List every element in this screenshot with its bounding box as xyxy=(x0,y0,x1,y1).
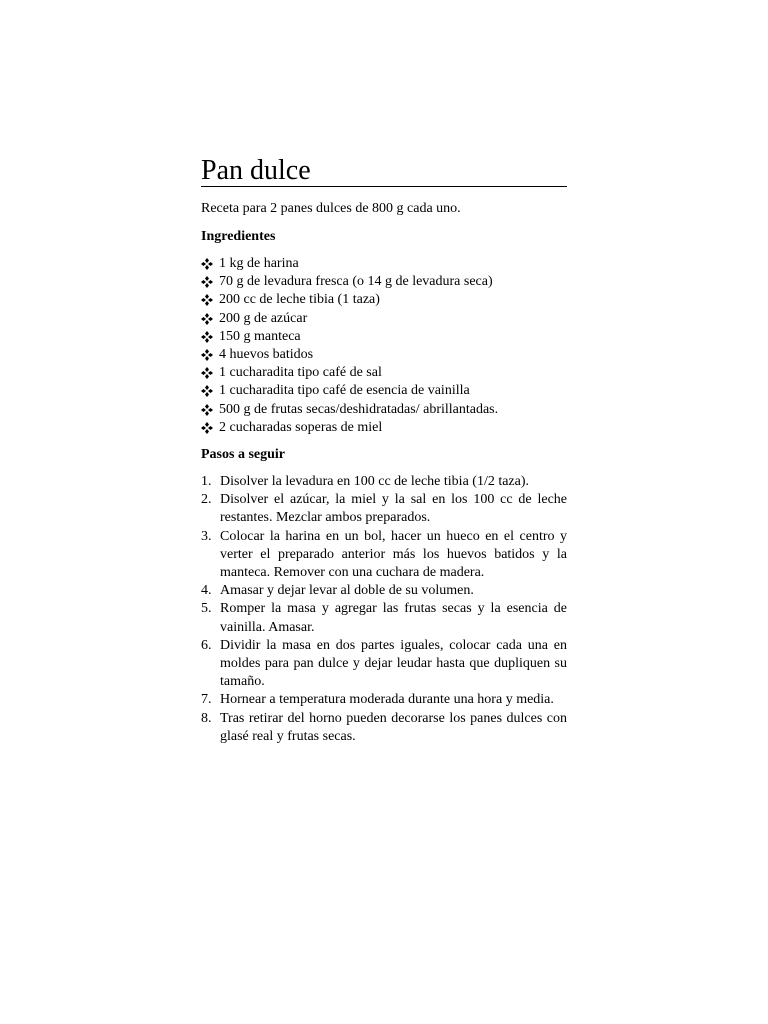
step-number: 6. xyxy=(201,637,212,653)
ingredient-item xyxy=(201,328,567,346)
ingredient-text: 70 g de levadura fresca (o 14 g de levadura seca) xyxy=(219,274,493,290)
step-text: Hornear a temperatura moderada durante una hora y media. xyxy=(220,692,554,708)
four-diamond-bullet-icon xyxy=(201,310,215,328)
four-diamond-bullet-icon xyxy=(201,291,215,309)
ingredient-text: 1 cucharadita tipo café de esencia de vainilla xyxy=(219,383,470,399)
ingredient-item xyxy=(201,401,567,419)
ingredients-list xyxy=(201,255,567,437)
step-number: 1. xyxy=(201,474,212,489)
step-text: Colocar la harina en un bol, hacer un hueco en el centro y verter el preparado anterior más los huevos batidos y la manteca. Remover con una cuchara de madera. xyxy=(220,528,567,581)
ingredient-text: 1 kg de harina xyxy=(219,256,299,271)
ingredient-text: 150 g manteca xyxy=(219,328,301,344)
ingredient-item xyxy=(201,382,567,400)
ingredient-text: 1 cucharadita tipo café de sal xyxy=(219,365,382,381)
step-number: 7. xyxy=(201,692,212,708)
step-text: Romper la masa y agregar las frutas secas y la esencia de vainilla. Amasar. xyxy=(220,601,567,635)
ingredient-item xyxy=(201,419,567,437)
step-number: 2. xyxy=(201,492,212,508)
step-text: Disolver la levadura en 100 cc de leche tibia (1/2 taza). xyxy=(220,474,530,489)
step-item xyxy=(201,691,567,709)
ingredient-text: 4 huevos batidos xyxy=(219,347,314,363)
ingredient-item xyxy=(201,273,567,291)
step-item xyxy=(201,600,567,636)
ingredient-text: 200 g de azúcar xyxy=(219,310,308,326)
step-text: Dividir la masa en dos partes iguales, colocar cada una en moldes para pan dulce y dejar leudar hasta que dupliquen su tamaño. xyxy=(220,637,567,690)
step-item xyxy=(201,582,567,600)
ingredient-item xyxy=(201,364,567,382)
step-item xyxy=(201,637,567,692)
four-diamond-bullet-icon xyxy=(201,255,215,273)
recipe-intro: Receta para 2 panes dulces de 800 g cada uno. xyxy=(201,201,461,216)
step-text: Amasar y dejar levar al doble de su volumen. xyxy=(220,583,474,599)
ingredient-text: 500 g de frutas secas/deshidratadas/ abrillantadas. xyxy=(219,401,499,417)
steps-list xyxy=(201,473,567,746)
four-diamond-bullet-icon xyxy=(201,401,215,419)
ingredient-item xyxy=(201,291,567,309)
step-item xyxy=(201,473,567,491)
step-text: Tras retirar del horno pueden decorarse los panes dulces con glasé real y frutas secas. xyxy=(220,710,567,744)
title-underline xyxy=(201,186,567,187)
ingredient-item xyxy=(201,310,567,328)
steps-heading: Pasos a seguir xyxy=(201,447,285,462)
four-diamond-bullet-icon xyxy=(201,364,215,382)
four-diamond-bullet-icon xyxy=(201,419,215,437)
step-text: Disolver el azúcar, la miel y la sal en los 100 cc de leche restantes. Mezclar ambos preparados. xyxy=(220,492,567,526)
ingredient-item xyxy=(201,255,567,273)
step-item xyxy=(201,491,567,527)
step-number: 3. xyxy=(201,528,212,544)
ingredients-heading: Ingredientes xyxy=(201,229,276,244)
step-item xyxy=(201,528,567,583)
four-diamond-bullet-icon xyxy=(201,273,215,291)
page-title: Pan dulce xyxy=(201,155,311,186)
step-item xyxy=(201,710,567,746)
four-diamond-bullet-icon xyxy=(201,346,215,364)
ingredient-item xyxy=(201,346,567,364)
ingredient-text: 2 cucharadas soperas de miel xyxy=(219,419,383,435)
step-number: 4. xyxy=(201,583,212,599)
step-number: 8. xyxy=(201,710,212,726)
four-diamond-bullet-icon xyxy=(201,382,215,400)
step-number: 5. xyxy=(201,601,212,617)
ingredient-text: 200 cc de leche tibia (1 taza) xyxy=(219,292,380,308)
four-diamond-bullet-icon xyxy=(201,328,215,346)
